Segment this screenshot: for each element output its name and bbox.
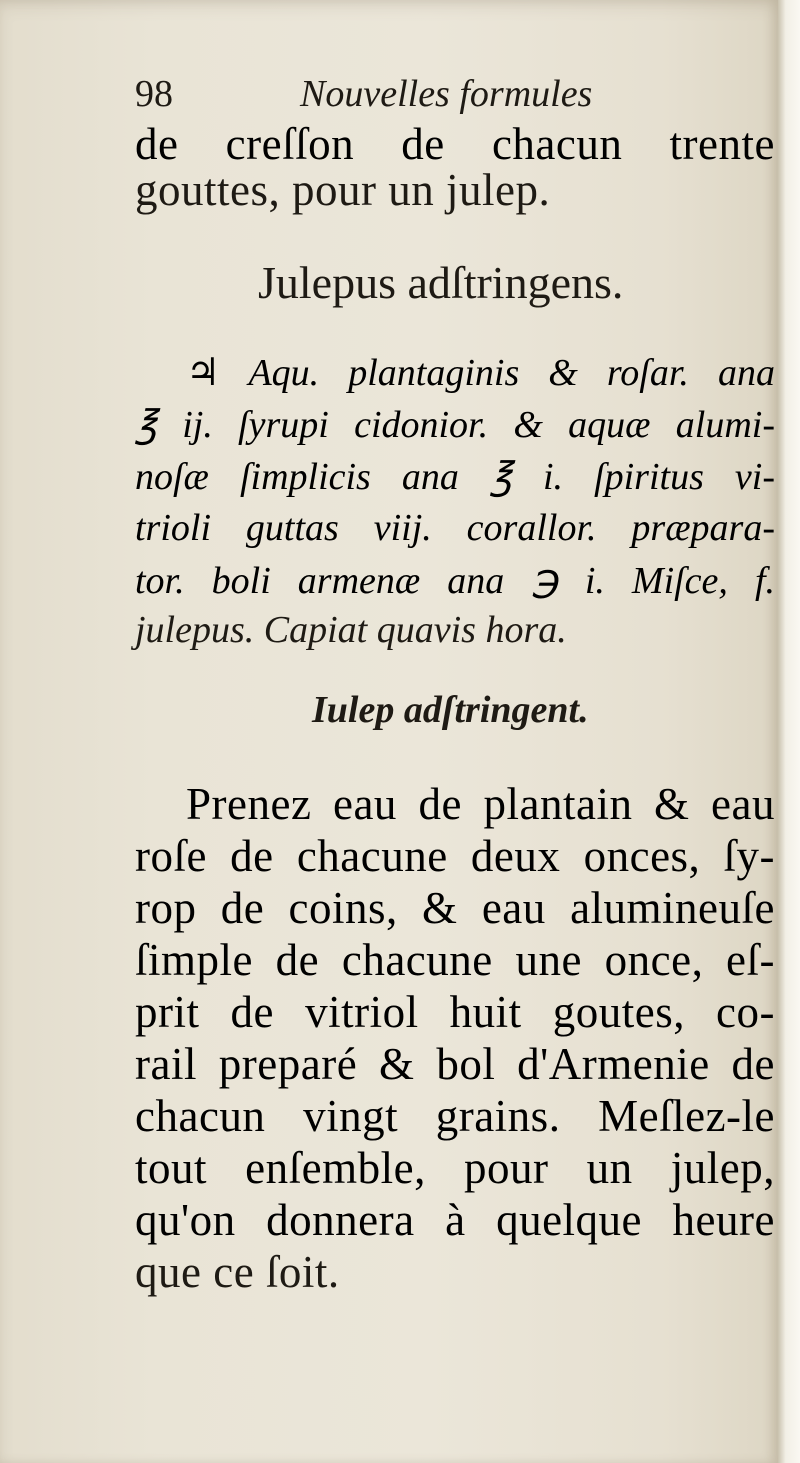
continuation-line-1: de creſſon de chacun trente <box>135 119 775 169</box>
latin-recipe-line-4: trioli guttas viij. corallor. præpara- <box>135 507 775 549</box>
latin-recipe-line-1: ♃ Aqu. plantaginis & roſar. ana <box>186 352 775 394</box>
french-recipe-line-10: que ce ſoit. <box>135 1247 340 1297</box>
latin-recipe-line-3: noſæ ſimplicis ana ℥ i. ſpiritus vi- <box>135 456 775 498</box>
latin-recipe-line-6: julepus. Capiat quavis hora. <box>135 609 567 651</box>
latin-recipe-line-2: ℥ ij. ſyrupi cidonior. & aquæ alumi- <box>135 404 775 446</box>
french-recipe-line-2: roſe de chacune deux onces, ſy- <box>135 831 775 881</box>
french-recipe-line-7: chacun vingt grains. Meſlez-le <box>135 1091 775 1141</box>
french-recipe-line-9: qu'on donnera à quelque heure <box>135 1195 775 1245</box>
french-recipe-line-1: Prenez eau de plantain & eau <box>186 779 775 829</box>
page-edge <box>778 0 800 1463</box>
latin-heading: Julepus adſtringens. <box>258 257 624 308</box>
french-recipe-line-3: rop de coins, & eau alumineuſe <box>135 883 775 933</box>
continuation-line-2: gouttes, pour un julep. <box>135 165 551 215</box>
french-recipe-line-8: tout enſemble, pour un julep, <box>135 1143 775 1193</box>
french-recipe-line-5: prit de vitriol huit goutes, co- <box>135 987 775 1037</box>
french-recipe-line-6: rail preparé & bol d'Armenie de <box>135 1039 775 1089</box>
latin-recipe-line-5: tor. boli armenæ ana ℈ i. Miſce, f. <box>135 560 775 602</box>
french-recipe-line-4: ſimple de chacune une once, eſ- <box>135 935 775 985</box>
page-number: 98 <box>135 73 173 115</box>
running-title: Nouvelles formules <box>300 73 593 115</box>
french-heading: Iulep adſtringent. <box>312 689 589 731</box>
